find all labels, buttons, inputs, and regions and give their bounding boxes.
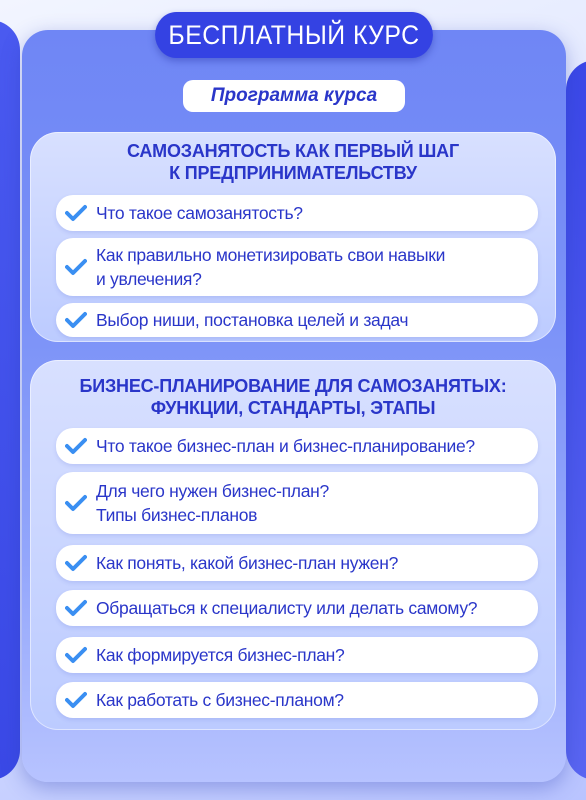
section-title-self-employment [0,140,586,184]
list-item [56,472,538,534]
list-item-text: Как формируется бизнес-план? [96,645,345,665]
list-item-text: Для чего нужен бизнес-план? Типы бизнес-планов [96,481,329,525]
section-title-line: САМОЗАНЯТОСТЬ КАК ПЕРВЫЙ ШАГ [127,141,459,161]
list-item [56,195,538,231]
list-item [56,590,538,626]
checkmark-icon [56,554,96,572]
list-item [56,303,538,337]
list-item-text: Обращаться к специалисту или делать самому? [96,598,478,618]
list-item [56,637,538,673]
list-item-text: Выбор ниши, постановка целей и задач [96,310,409,330]
checkmark-icon [56,437,96,455]
checkmark-icon [56,258,96,276]
checkmark-icon [56,494,96,512]
checkmark-icon [56,311,96,329]
list-item-text: Как правильно монетизировать свои навыки и увлечения? [96,245,446,289]
list-item-text: Как работать с бизнес-планом? [96,690,344,710]
section-title-line: БИЗНЕС-ПЛАНИРОВАНИЕ ДЛЯ САМОЗАНЯТЫХ: [79,376,507,396]
checkmark-icon [56,204,96,222]
checkmark-icon [56,646,96,664]
list-item-text: Что такое бизнес-план и бизнес-планирование? [96,436,475,456]
checkmark-icon [56,691,96,709]
list-item [56,682,538,718]
section-title-line: К ПРЕДПРИНИМАТЕЛЬСТВУ [169,163,417,183]
header-title: БЕСПЛАТНЫЙ КУРС [155,12,433,58]
list-item-text: Что такое самозанятость? [96,203,303,223]
list-item [56,428,538,464]
section-title-line: ФУНКЦИИ, СТАНДАРТЫ, ЭТАПЫ [150,398,436,418]
program-label: Программа курса [183,80,405,112]
list-item-text: Как понять, какой бизнес-план нужен? [96,553,399,573]
section-title-business-planning [0,375,586,419]
checkmark-icon [56,599,96,617]
list-item [56,545,538,581]
list-item [56,238,538,296]
